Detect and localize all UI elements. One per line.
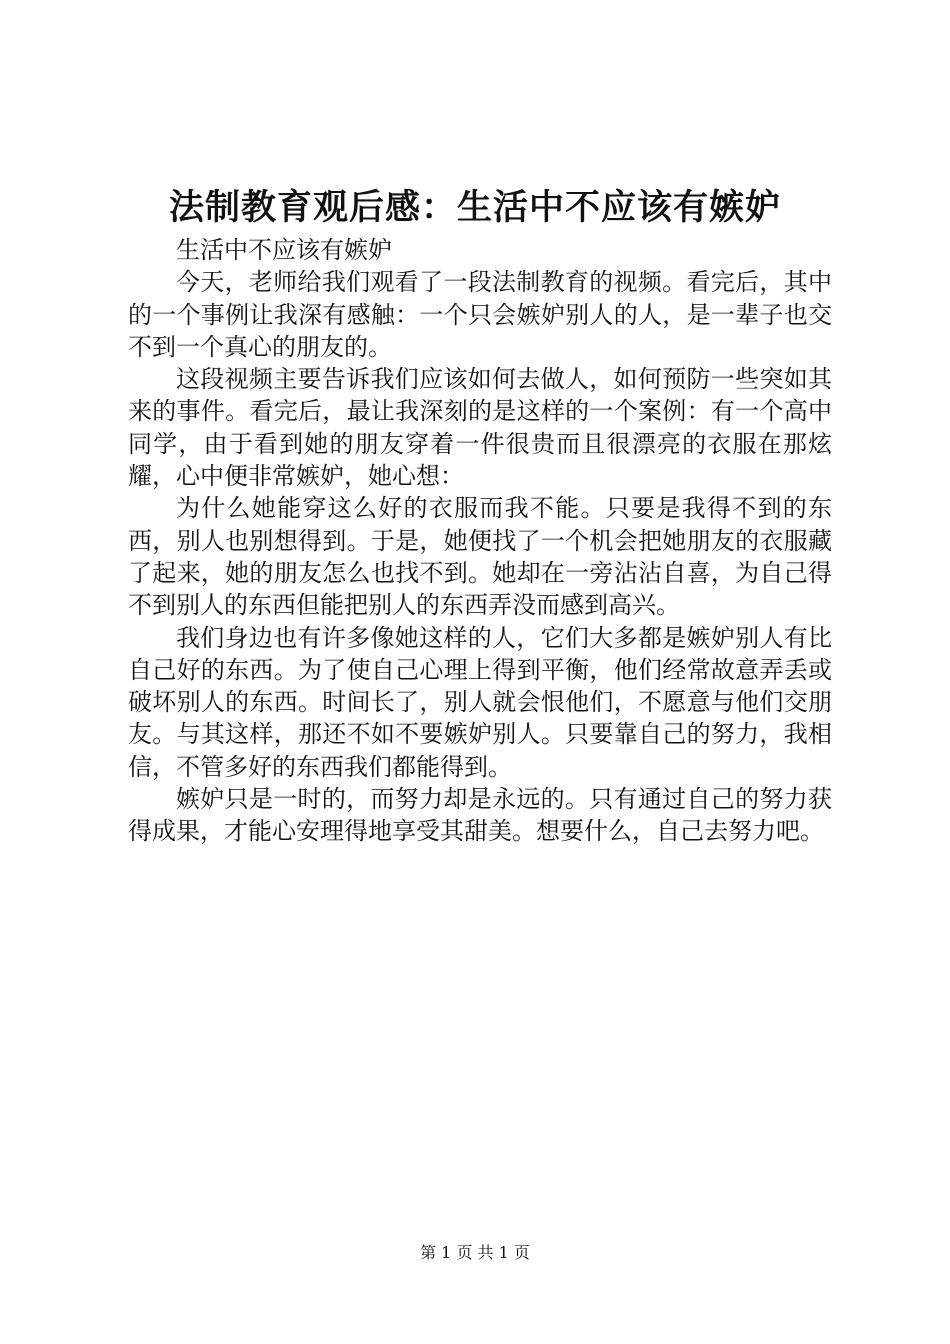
paragraph: 嫉妒只是一时的，而努力却是永远的。只有通过自己的努力获得成果，才能心安理得地享受其甜美。想要什么，自己去努力吧。 <box>128 785 832 846</box>
paragraph-subtitle: 生活中不应该有嫉妒 <box>176 236 392 264</box>
page-number-footer: 第 1 页 共 1 页 <box>420 1243 530 1262</box>
paragraph: 今天，老师给我们观看了一段法制教育的视频。看完后，其中的一个事例让我深有感触：一个只会嫉妒别人的人，是一辈子也交不到一个真心的朋友的。 <box>128 268 832 361</box>
document-title: 法制教育观后感：生活中不应该有嫉妒 <box>168 187 781 228</box>
paragraph: 为什么她能穿这么好的衣服而我不能。只要是我得不到的东西，别人也别想得到。于是，她便找了一个机会把她朋友的衣服藏了起来，她的朋友怎么也找不到。她却在一旁沾沾自喜，为自己得不到别人的东西但能把别人的东西弄没而感到高兴。 <box>128 494 832 620</box>
paragraph: 我们身边也有许多像她这样的人，它们大多都是嫉妒别人有比自己好的东西。为了使自己心理上得到平衡，他们经常故意弄丢或破坏别人的东西。时间长了，别人就会恨他们，不愿意与他们交朋友。与其这样，那还不如不要嫉妒别人。只要靠自己的努力，我相信，不管多好的东西我们都能得到。 <box>128 623 832 781</box>
document-body <box>128 234 832 848</box>
paragraph: 这段视频主要告诉我们应该如何去做人，如何预防一些突如其来的事件。看完后，最让我深刻的是这样的一个案例：有一个高中同学，由于看到她的朋友穿着一件很贵而且很漂亮的衣服在那炫耀，心中便非常嫉妒，她心想： <box>128 365 832 491</box>
